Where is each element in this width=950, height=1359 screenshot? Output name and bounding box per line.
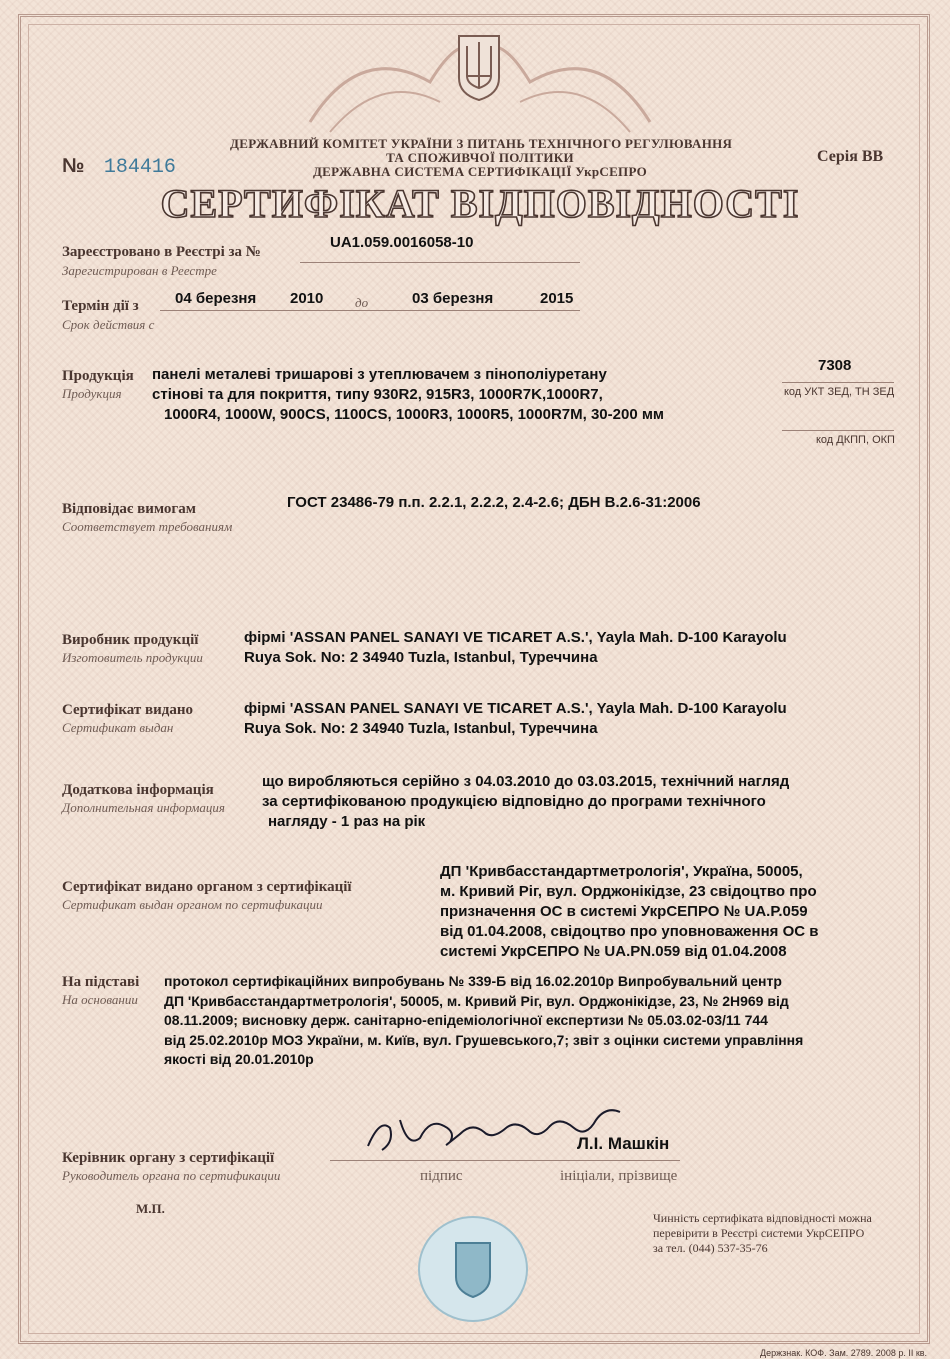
- basis-label-ua: На підставі: [62, 974, 140, 990]
- hologram-seal: [416, 1213, 530, 1325]
- agency-line-2: ТА СПОЖИВЧОЇ ПОЛІТИКИ: [386, 150, 574, 165]
- agency-line-3: ДЕРЖАВНА СИСТЕМА СЕРТИФІКАЦІЇ УкрСЕПРО: [312, 164, 648, 179]
- issuing-body-line-5: системі УкрСЕПРО № UA.PN.059 від 01.04.2008: [440, 943, 787, 960]
- manufacturer-line-2: Ruya Sok. No: 2 34940 Tuzla, Istanbul, Туреччина: [244, 649, 598, 666]
- issued-to-value: [244, 699, 787, 739]
- basis-line-4: від 25.02.2010р МОЗ України, м. Київ, вул. Грушевського,7; звіт з оцінки системи управління: [164, 1031, 804, 1048]
- dkpp-code-label: код ДКПП, ОКП: [816, 434, 895, 446]
- validity-underline: [160, 310, 580, 311]
- issued-to-line-1: фірмі 'ASSAN PANEL SANAYI VE TICARET A.S.', Yayla Mah. D-100 Karayolu: [244, 700, 787, 717]
- validity-label-ru: Срок действия с: [62, 317, 155, 332]
- additional-label-ua: Додаткова інформація: [62, 782, 214, 798]
- issuing-body-line-4: від 01.04.2008, свідоцтво про уповноваження ОС в: [440, 923, 819, 940]
- basis-value: [164, 972, 803, 1070]
- product-line-1: панелі металеві тришарові з утеплювачем з пінополіуретану: [152, 366, 607, 383]
- number-prefix: №: [62, 155, 85, 177]
- product-label-ua: Продукція: [62, 368, 134, 384]
- manufacturer-value: [244, 628, 787, 668]
- print-info: Держзнак. КОФ. Зам. 2789. 2008 р. II кв.: [760, 1348, 928, 1358]
- basis-line-3: 08.11.2009; висновку держ. санітарно-епідеміологічної експертизи № 05.03.02-03/11 744: [164, 1012, 768, 1028]
- issuing-body-value: [440, 862, 818, 962]
- validity-to-date: 03 березня: [412, 290, 494, 307]
- footer-note-1: Чинність сертифіката відповідності можна: [653, 1211, 872, 1225]
- registry-label-ua: Зареєстровано в Реєстрі за №: [62, 244, 261, 260]
- validity-to-label: до: [355, 295, 369, 310]
- issued-to-label-ua: Сертифікат видано: [62, 702, 193, 718]
- requirements-label-ru: Соответствует требованиям: [62, 519, 233, 534]
- issued-to-line-2: Ruya Sok. No: 2 34940 Tuzla, Istanbul, Туреччина: [244, 720, 598, 737]
- initials-caption: ініціали, прізвище: [560, 1168, 678, 1184]
- manufacturer-label-ua: Виробник продукції: [62, 632, 199, 648]
- issuing-body-line-2: м. Кривий Ріг, вул. Орджонікідзе, 23 свідоцтво про: [440, 883, 817, 900]
- product-line-2: стінові та для покриття, типу 930R2, 915R3, 1000R7K,1000R7,: [152, 386, 603, 403]
- product-description: [152, 365, 664, 425]
- certificate-number: [62, 155, 176, 179]
- head-name: Л.І. Машкін: [577, 1134, 670, 1153]
- issued-to-label-ru: Сертификат выдан: [62, 720, 174, 735]
- uktzed-code-label: код УКТ ЗЕД, ТН ЗЕД: [784, 386, 895, 398]
- product-line-3: 1000R4, 1000W, 900CS, 1100CS, 1000R3, 1000R5, 1000R7M, 30-200 мм: [164, 406, 665, 423]
- issuing-body-line-3: призначення ОС в системі УкрСЕПРО № UA.P.059: [440, 903, 808, 920]
- additional-label-ru: Дополнительная информация: [62, 800, 225, 815]
- series-label: Серія ВВ: [817, 148, 884, 165]
- product-label-ru: Продукция: [62, 386, 122, 401]
- head-label-ru: Руководитель органа по сертификации: [62, 1168, 281, 1183]
- footer-note-2: перевірити в Реєстрі системи УкрСЕПРО: [653, 1226, 865, 1240]
- signature-caption: підпис: [420, 1168, 463, 1184]
- number-value: 184416: [103, 156, 176, 179]
- validity-from-year: 2010: [290, 290, 324, 307]
- additional-value: [262, 772, 789, 832]
- dkpp-underline: [782, 430, 894, 431]
- trident-emblem-icon: [455, 32, 503, 102]
- basis-label-ru: На основании: [62, 992, 138, 1007]
- requirements-label-ua: Відповідає вимогам: [62, 501, 196, 517]
- document-title: СЕРТИФІКАТ ВІДПОВІДНОСТІ: [160, 181, 800, 226]
- basis-line-1: протокол сертифікаційних випробувань № 339-Б від 16.02.2010р Випробувальний центр: [164, 973, 782, 989]
- agency-line-1: ДЕРЖАВНИЙ КОМІТЕТ УКРАЇНИ З ПИТАНЬ ТЕХНІЧНОГО РЕГУЛЮВАННЯ: [230, 136, 733, 151]
- issuing-body-label-ru: Сертификат выдан органом по сертификации: [62, 897, 323, 912]
- requirements-value: ГОСТ 23486-79 п.п. 2.2.1, 2.2.2, 2.4-2.6; ДБН В.2.6-31:2006: [287, 494, 701, 511]
- stamp-label: М.П.: [136, 1201, 165, 1216]
- issuing-body-label-ua: Сертифікат видано органом з сертифікації: [62, 879, 352, 895]
- uktzed-underline: [782, 382, 894, 383]
- issuing-body-line-1: ДП 'Кривбасстандартметрологія', Україна, 50005,: [440, 863, 803, 880]
- validity-label-ua: Термін дії з: [62, 298, 139, 314]
- additional-line-1: що виробляються серійно з 04.03.2010 до 03.03.2015, технічний нагляд: [262, 773, 790, 790]
- registry-value: UA1.059.0016058-10: [330, 234, 474, 251]
- basis-line-2: ДП 'Кривбасстандартметрологія', 50005, м. Кривий Ріг, вул. Орджонікідзе, 23, № 2Н969 від: [164, 992, 789, 1009]
- manufacturer-line-1: фірмі 'ASSAN PANEL SANAYI VE TICARET A.S.', Yayla Mah. D-100 Karayolu: [244, 629, 787, 646]
- validity-to-year: 2015: [540, 290, 574, 307]
- footer-note-3: за тел. (044) 537-35-76: [653, 1241, 768, 1255]
- additional-line-3: нагляду - 1 раз на рік: [268, 813, 426, 830]
- product-code-uktzed: 7308: [818, 357, 852, 374]
- signature-underline: [330, 1160, 680, 1161]
- basis-line-5: якості від 20.01.2010р: [164, 1051, 314, 1067]
- manufacturer-label-ru: Изготовитель продукции: [62, 650, 203, 665]
- head-label-ua: Керівник органу з сертифікації: [62, 1150, 275, 1166]
- additional-line-2: за сертифікованою продукцією відповідно до програми технічного: [262, 793, 766, 810]
- registry-underline: [300, 262, 580, 263]
- validity-from-date: 04 березня: [175, 290, 257, 307]
- registry-label-ru: Зарегистрирован в Реестре: [62, 263, 217, 278]
